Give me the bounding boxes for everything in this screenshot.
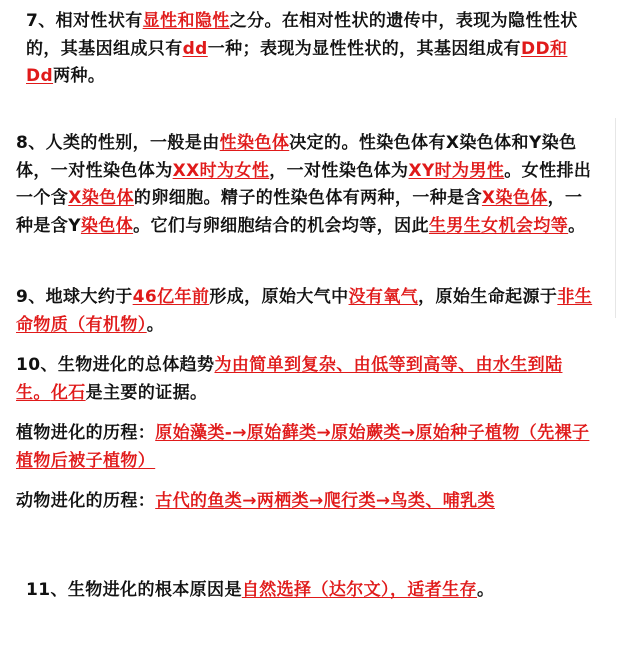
- paragraph-11: [26, 577, 586, 605]
- plant-evolution: [16, 420, 596, 475]
- text: ，一对性染色体为: [269, 160, 409, 181]
- answer-blank: 自然选择（达尔文），适者生存: [241, 580, 477, 600]
- answer-blank: XY时为男性: [408, 160, 505, 181]
- text: 是主要的证据。: [85, 382, 208, 403]
- text: 之分。在相对性状的遗传中，表现为隐性性状的，其基因组成只有: [26, 11, 578, 59]
- paragraph-10: [16, 352, 596, 407]
- answer-blank: 没有氧气: [348, 287, 419, 307]
- answer-blank: DD和Dd: [26, 38, 568, 86]
- text: 。: [568, 215, 586, 236]
- answer-blank: 显性和隐性: [142, 11, 230, 31]
- text: 7、相对性状有: [26, 11, 143, 31]
- answer-blank: 化石: [50, 382, 86, 403]
- answer-blank: X染色体: [68, 188, 134, 208]
- animal-evolution: [16, 488, 596, 516]
- text: 。: [146, 314, 165, 335]
- answer-blank: 性染色体: [219, 133, 290, 153]
- answer-blank: 为由简单到复杂、由低等到高等、由水生到陆生。: [16, 355, 563, 403]
- text: 8、人类的性别，一般是由: [16, 133, 220, 153]
- text: 。它们与卵细胞结合的机会均等，因此: [133, 215, 429, 236]
- text: 11、生物进化的根本原因是: [26, 580, 242, 600]
- text: 两种。: [53, 66, 106, 86]
- text: 植物进化的历程：: [16, 423, 156, 443]
- text: 形成，原始大气中: [209, 287, 349, 307]
- text: 一种；表现为显性性状的，其基因组成有: [207, 38, 521, 59]
- answer-blank: 46亿年前: [132, 287, 210, 307]
- paragraph-9: [16, 284, 596, 339]
- text: 。女性排出一个含: [16, 160, 592, 208]
- paragraph-7: [26, 8, 586, 91]
- answer-blank: 原始藻类-→原始藓类→原始蕨类→原始种子植物（先裸子植物后被子植物）: [16, 423, 590, 471]
- answer-blank: dd: [182, 38, 208, 59]
- text: ，一种是含Y: [16, 188, 583, 236]
- paragraph-8: [16, 130, 596, 240]
- text: 。: [476, 580, 495, 600]
- text: 动物进化的历程：: [16, 491, 156, 511]
- answer-blank: 古代的鱼类→两栖类→爬行类→鸟类、哺乳类: [155, 491, 495, 511]
- answer-blank: 生男生女机会均等: [428, 215, 569, 236]
- answer-blank: XX时为女性: [172, 160, 270, 181]
- text: 9、地球大约于: [16, 287, 133, 307]
- text: 决定的。性染色体有X染色体和Y染色体，一对性染色体为: [16, 133, 577, 181]
- text: 10、生物进化的总体趋势: [16, 355, 215, 375]
- page-edge-line: [615, 118, 616, 318]
- answer-blank: X染色体: [481, 188, 548, 208]
- answer-blank: 非生命物质（有机物）: [16, 287, 593, 335]
- text: ，原始生命起源于: [418, 287, 558, 307]
- answer-blank: 染色体: [80, 215, 134, 236]
- text: 的卵细胞。精子的性染色体有两种，一种是含: [133, 188, 482, 208]
